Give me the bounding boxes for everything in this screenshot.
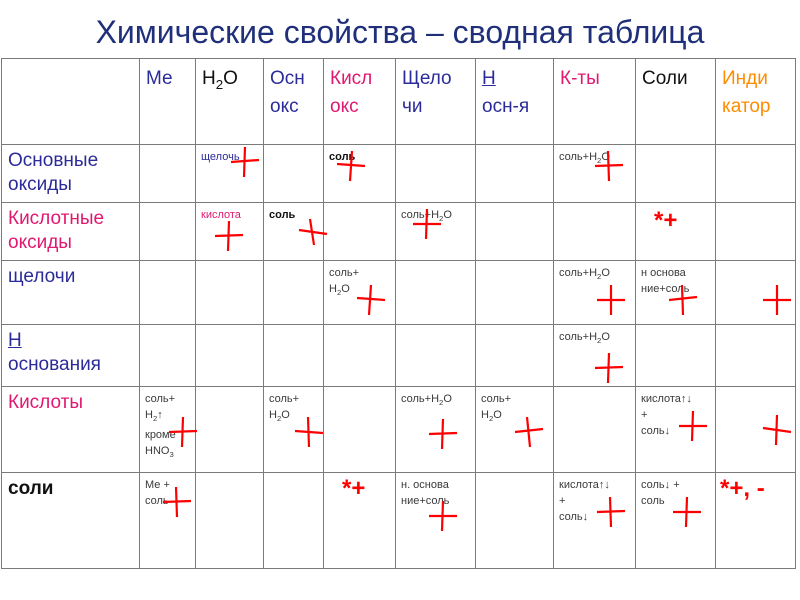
row-kisloty <box>2 387 796 473</box>
page-title: Химические свойства – сводная таблица <box>95 14 705 50</box>
cell-soli-soli: соль↓ + соль <box>636 473 716 569</box>
cell-n-osnovaniya-k-ty: $соль+H_2O$ <box>554 325 636 387</box>
plus-minus-marker: *+, - <box>720 475 765 502</box>
row-n-osnovaniya <box>2 325 796 387</box>
cell-kisloty-shcheloch: $соль+H_2O$ <box>396 387 476 473</box>
header-osn-oks: Осн окс <box>264 59 324 145</box>
cross-mark <box>592 351 626 385</box>
plus-marker: *+ <box>342 475 366 502</box>
cell-soli-indikator <box>716 473 796 569</box>
cell-kisloty-me: соль+ $H_2↑$ кроме $HNO_3$ <box>140 387 196 473</box>
cell-shchelochi-indikator <box>716 261 796 325</box>
cross-mark <box>592 149 626 183</box>
header-shcheloch: Щело чи <box>396 59 476 145</box>
cell-soli-kisl-oks <box>324 473 396 569</box>
plus-marker: *+ <box>654 207 678 234</box>
cross-mark <box>760 283 794 317</box>
cell-soli-k-ty: кислота↑↓ + соль↓ <box>554 473 636 569</box>
cell-osnovnye-k-ty: $соль+H_2O$ <box>554 145 636 203</box>
cross-mark <box>594 283 628 317</box>
header-indikator: Инди катор <box>716 59 796 145</box>
cell-kislotnye-soli <box>636 203 716 261</box>
row-osnovnye-oksidy <box>2 145 796 203</box>
cell-kislotnye-h2o: кислота <box>196 203 264 261</box>
cell-shchelochi-kisl-oks: соль+ $H_2O$ <box>324 261 396 325</box>
cell-kisloty-indikator <box>716 387 796 473</box>
header-n-osn: Н осн-я <box>476 59 554 145</box>
header-row <box>2 59 796 145</box>
row-soli <box>2 473 796 569</box>
cell-soli-shcheloch: н. основа ние+соль <box>396 473 476 569</box>
row-label-n-osnovaniya: Н основания <box>2 325 140 387</box>
row-label-soli: соли <box>2 473 140 569</box>
cell-soli-me: Ме + соль <box>140 473 196 569</box>
header-soli: Соли <box>636 59 716 145</box>
header-kisl-oks: Кисл окс <box>324 59 396 145</box>
corner-cell <box>2 59 140 145</box>
row-label-shchelochi: щелочи <box>2 261 140 325</box>
chemistry-table <box>1 58 796 569</box>
cross-mark <box>212 219 246 253</box>
cross-mark <box>760 413 794 447</box>
cell-kisloty-osn-oks: соль+ $H_2O$ <box>264 387 324 473</box>
header-h2o: $H_2O$ <box>196 59 264 145</box>
header-k-ty: К-ты <box>554 59 636 145</box>
row-shchelochi <box>2 261 796 325</box>
cell-kislotnye-shcheloch: $соль+H_2O$ <box>396 203 476 261</box>
cross-mark <box>426 417 460 451</box>
cell-osnovnye-h2o: щелочь <box>196 145 264 203</box>
cell-osnovnye-kisl-oks: соль <box>324 145 396 203</box>
cell-shchelochi-k-ty: $соль+H_2O$ <box>554 261 636 325</box>
row-kislotnye-oksidy <box>2 203 796 261</box>
cell-kislotnye-osn-oks: соль <box>264 203 324 261</box>
cell-shchelochi-soli: н основа ние+соль <box>636 261 716 325</box>
cell-kisloty-soli: кислота↑↓ + соль↓ <box>636 387 716 473</box>
cross-mark <box>410 207 444 241</box>
row-label-kislotnye: Кислотные оксиды <box>2 203 140 261</box>
cell-kisloty-n-osn: соль+ $H_2O$ <box>476 387 554 473</box>
row-label-kisloty: Кислоты <box>2 387 140 473</box>
header-me: Ме <box>140 59 196 145</box>
row-label-osnovnye: Основные оксиды <box>2 145 140 203</box>
